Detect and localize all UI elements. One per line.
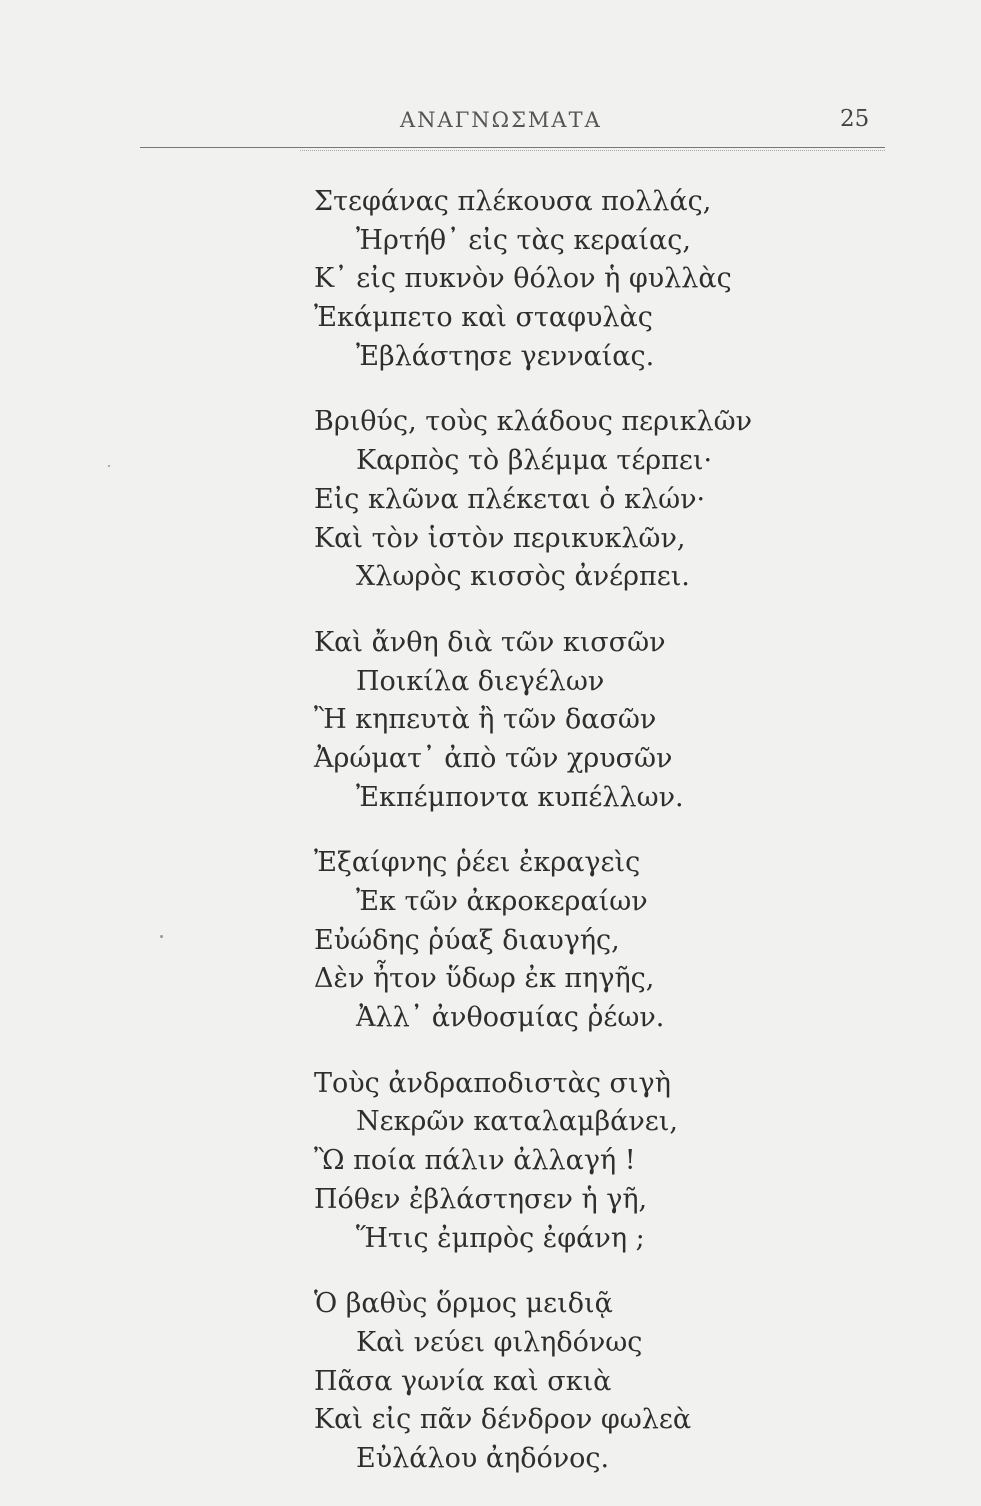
verse-line: Εὐλάλου ἀηδόνος. [356, 1442, 610, 1474]
verse-line: Ἠρτήθ᾽ εἰς τὰς κεραίας, [356, 224, 691, 256]
verse-line: Ἐξαίφνης ῥέει ἐκραγεὶς [314, 847, 641, 879]
verse-line: Τοὺς ἀνδραποδιστὰς σιγὴ [314, 1067, 671, 1099]
verse-line: Βριθύς, τοὺς κλάδους περικλῶν [314, 406, 753, 438]
stanza-1 [314, 183, 874, 376]
running-title: ΑΝΑΓΝΩΣΜΑΤΑ [400, 108, 602, 132]
verse-line: Κ᾽ εἰς πυκνὸν θόλον ἡ φυλλὰς [314, 263, 732, 295]
verse-line: Καὶ νεύει φιληδόνως [356, 1326, 643, 1358]
verse-line: Ποικίλα διεγέλων [356, 665, 605, 697]
verse-line: Ὢ ποία πάλιν ἀλλαγή ! [314, 1145, 636, 1177]
stanza-4 [314, 844, 874, 1037]
verse-line: Νεκρῶν καταλαμβάνει, [356, 1106, 678, 1138]
stanza-2 [314, 403, 874, 596]
verse-line: Εὐώδης ῥύαξ διαυγής, [314, 924, 620, 956]
verse-line: Ἐβλάστησε γενναίας. [356, 340, 655, 372]
stanza-3 [314, 624, 874, 817]
verse-line: Πόθεν ἐβλάστησεν ἡ γῆ, [314, 1183, 648, 1215]
header-rule-dotted [300, 150, 885, 151]
paper-speck [160, 935, 163, 938]
verse-line: Στεφάνας πλέκουσα πολλάς, [314, 186, 712, 217]
verse-line: Χλωρὸς κισσὸς ἀνέρπει. [356, 561, 690, 593]
stanza-5 [314, 1065, 874, 1258]
verse-line: Καρπὸς τὸ βλέμμα τέρπει· [356, 445, 713, 477]
page-number: 25 [840, 106, 870, 132]
verse-line: Ἐκ τῶν ἀκροκεραίων [356, 886, 648, 917]
verse-line: Καὶ τὸν ἱστὸν περικυκλῶν, [314, 522, 686, 554]
stanza-6 [314, 1285, 874, 1478]
verse-line: Ἐκάμπετο καὶ σταφυλὰς [314, 302, 653, 334]
verse-line: Ἢ κηπευτὰ ἢ τῶν δασῶν [314, 704, 657, 736]
verse-line: Καὶ ἄνθη διὰ τῶν κισσῶν [314, 626, 666, 658]
verse-line: Ἥτις ἐμπρὸς ἐφάνη ; [356, 1222, 645, 1254]
verse-line: Δὲν ἦτον ὕδωρ ἐκ πηγῆς, [314, 963, 655, 995]
running-head [0, 108, 981, 138]
verse-line: Ὁ βαθὺς ὅρμος μειδιᾷ [314, 1288, 613, 1320]
header-rule [140, 147, 885, 148]
paper-speck [108, 465, 110, 467]
poem [314, 183, 874, 1506]
verse-line: Ἐκπέμποντα κυπέλλων. [356, 781, 684, 813]
verse-line: Ἀρώματ᾽ ἀπὸ τῶν χρυσῶν [314, 742, 673, 774]
verse-line: Καὶ εἰς πᾶν δένδρον φωλεὰ [314, 1404, 692, 1436]
verse-line: Ἀλλ᾽ ἀνθοσμίας ῥέων. [356, 1002, 665, 1034]
verse-line: Πᾶσα γωνία καὶ σκιὰ [314, 1365, 612, 1397]
verse-line: Εἰς κλῶνα πλέκεται ὁ κλών· [314, 483, 706, 515]
